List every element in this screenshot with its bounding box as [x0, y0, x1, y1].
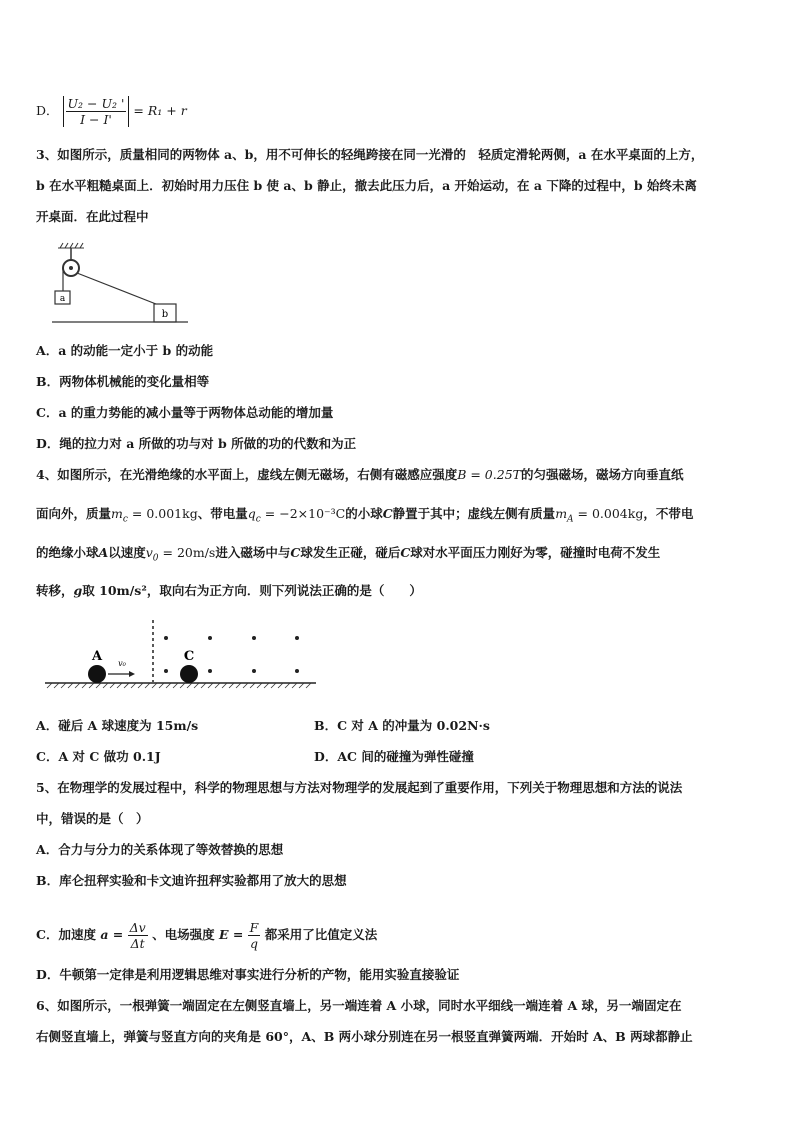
q4-option-a: A．碰后 A 球速度为 15m/s	[36, 718, 199, 733]
text-segment: 4、如图所示，在光滑绝缘的水平面上，虚线左侧无磁场，右侧有磁感应强度	[36, 467, 458, 482]
fraction-denominator: I − I'	[80, 112, 112, 127]
q3-option-a: A．a 的动能一定小于 b 的动能	[36, 343, 214, 358]
prev-option-d	[36, 96, 187, 127]
q4-stem-line-1	[36, 467, 684, 483]
q4-option-c: C．A 对 C 做功 0.1J	[36, 749, 161, 764]
math-symbol: E =	[218, 927, 244, 942]
subscript: c	[122, 514, 128, 525]
math-mass-a	[555, 506, 574, 525]
text-segment: 转移，	[36, 583, 74, 598]
q5-option-c	[36, 920, 377, 951]
fraction	[66, 96, 127, 127]
text-segment: ，不带电	[643, 506, 694, 521]
q3-stem-line-2: b 在水平粗糙桌面上．初始时用力压住 b 使 a、b 静止，撤去此压力后，a 开始运动，在 a 下降的过程中，b 始终未离	[36, 178, 697, 193]
q5-stem-line-2: 中，错误的是（ ）	[36, 811, 149, 826]
symbol: g	[73, 583, 83, 598]
text-segment: 进入磁场中与	[215, 545, 291, 560]
fraction-field-strength	[248, 920, 261, 951]
option-label: D．	[36, 103, 59, 118]
q4-stem-line-2	[36, 506, 693, 528]
text-segment: 球对水平面压力刚好为零，碰撞时电荷不发生	[410, 545, 661, 560]
abs-fraction	[63, 96, 130, 127]
q3-option-c: C．a 的重力势能的减小量等于两物体总动能的增加量	[36, 405, 334, 420]
velocity-label: v₀	[118, 659, 126, 668]
math-value: = 0.001kg	[127, 506, 198, 521]
text-segment: 、带电量	[197, 506, 248, 521]
text-segment: 球发生正碰，碰后	[300, 545, 401, 560]
subscript: 0	[152, 553, 159, 564]
q5-option-d: D．牛顿第一定律是利用逻辑思维对事实进行分析的产物，能用实验直接验证	[36, 967, 460, 982]
math-mass-c	[111, 506, 128, 525]
ball-c	[180, 665, 198, 683]
text-segment: 、电场强度	[152, 927, 215, 942]
ball-a	[88, 665, 106, 683]
fraction-denominator: Δt	[130, 936, 145, 951]
pulley-axle	[69, 266, 73, 270]
q5-stem-line-1: 5、在物理学的发展过程中，科学的物理思想与方法对物理学的发展起到了重要作用，下列关于物理思想和方法的说法	[36, 780, 683, 795]
math-velocity	[145, 545, 159, 564]
fraction-numerator: F	[249, 920, 259, 935]
ball-c-label: C	[183, 649, 195, 664]
text-segment: 的绝缘小球	[36, 545, 99, 560]
text-segment: 以速度	[108, 545, 146, 560]
text-segment: 都采用了比值定义法	[264, 927, 378, 942]
q6-stem-line-2: 右侧竖直墙上，弹簧与竖直方向的夹角是 60°，A、B 两小球分别连在另一根竖直弹簧两端．开始时 A、B 两球都静止	[36, 1029, 693, 1044]
symbol: m	[555, 506, 568, 521]
q4-stem-line-4	[36, 583, 422, 599]
math-value: = −2×10⁻³C	[260, 506, 346, 521]
q4-option-b: B．C 对 A 的冲量为 0.02N·s	[314, 718, 490, 733]
text-segment: 取 10m/s²，取向右为正方向．则下列说法正确的是（ ）	[82, 583, 422, 598]
math-charge-c	[247, 506, 261, 525]
text-segment: C．加速度	[36, 927, 96, 942]
fraction-denominator: q	[249, 936, 258, 951]
fraction-acceleration	[128, 920, 148, 951]
symbol: A	[98, 545, 109, 560]
q4-option-d: D．AC 间的碰撞为弹性碰撞	[314, 749, 474, 764]
q3-stem-line-1: 3、如图所示，质量相同的两物体 a、b，用不可伸长的轻绳跨接在同一光滑的 轻质定滑轮两侧，a 在水平桌面的上方，	[36, 147, 704, 162]
q6-stem-line-1: 6、如图所示，一根弹簧一端固定在左侧竖直墙上，另一端连着 A 小球，同时水平细线一端连着 A 球，另一端固定在	[36, 998, 682, 1013]
q4-stem-line-3	[36, 545, 660, 567]
equation-rhs: = R₁ + r	[133, 103, 187, 118]
symbol: C	[290, 545, 301, 560]
subscript: A	[567, 514, 574, 525]
q4-collision-figure	[42, 618, 318, 694]
symbol: C	[382, 506, 393, 521]
text-segment: 的小球	[345, 506, 383, 521]
text-segment: 面向外，质量	[36, 506, 112, 521]
fraction-numerator: Δv	[129, 920, 146, 935]
symbol: m	[111, 506, 123, 521]
q5-option-a: A．合力与分力的关系体现了等效替换的思想	[36, 842, 284, 857]
subscript: c	[255, 514, 261, 525]
q3-stem-line-3: 开桌面．在此过程中	[36, 209, 149, 224]
symbol: q	[247, 506, 256, 521]
text-segment: 的匀强磁场，磁场方向垂直纸	[520, 467, 684, 482]
symbol: C	[400, 545, 411, 560]
text-segment: 静置于其中；虚线左侧有质量	[392, 506, 556, 521]
q3-option-d: D．绳的拉力对 a 所做的功与对 b 所做的功的代数和为正	[36, 436, 357, 451]
q3-option-b: B．两物体机械能的变化量相等	[36, 374, 210, 389]
ball-a-label: A	[91, 649, 103, 664]
math-value: = 20m/s	[158, 545, 216, 560]
math-symbol: a =	[100, 927, 124, 942]
q3-pulley-figure	[50, 242, 190, 328]
math-value: = 0.004kg	[573, 506, 644, 521]
block-a-label: a	[59, 294, 66, 304]
fraction-numerator: U₂ − U₂ '	[67, 96, 125, 111]
symbol: v	[145, 545, 153, 560]
q5-option-b: B．库仑扭秤实验和卡文迪许扭秤实验都用了放大的思想	[36, 873, 347, 888]
math-b-field: B = 0.25T	[457, 467, 521, 482]
block-b-label: b	[161, 309, 169, 320]
